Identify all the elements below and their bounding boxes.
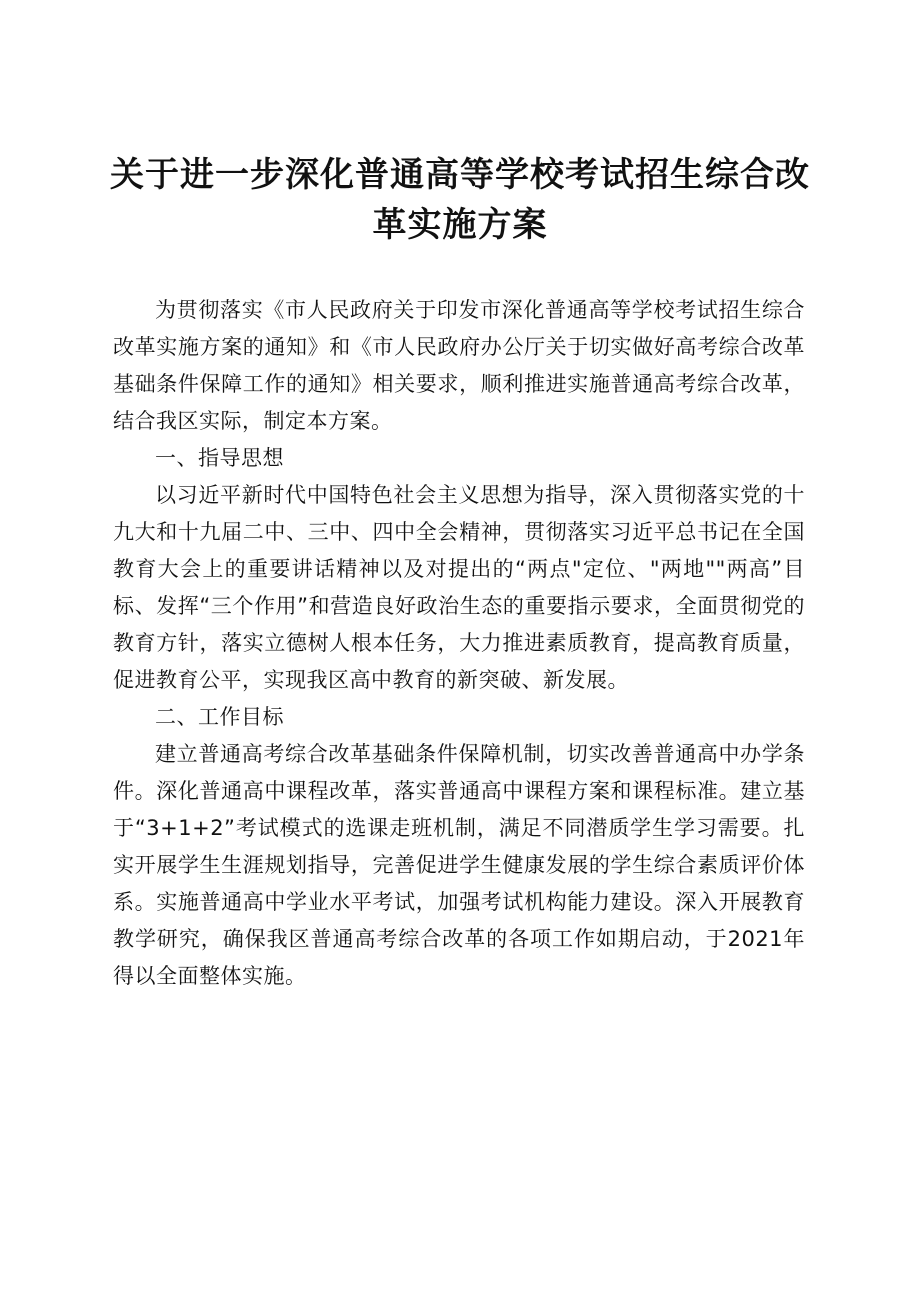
section-paragraph-work-goals: 建立普通高考综合改革基础条件保障机制，切实改善普通高中办学条件。深化普通高中课程改革，落实普通高中课程方案和课程标准。建立基于“3+1+2”考试模式的选课走班机制，满足不同潜质学生学习需要。扎实开展学生生涯规划指导，完善促进学生健康发展的学生综合素质评价体系。实施普通高中学业水平考试，加强考试机构能力建设。深入开展教育教学研究，确保我区普通高考综合改革的各项工作如期启动，于2021年得以全面整体实施。 [113,742,805,988]
document-title [0,150,920,250]
document-body [113,292,805,995]
intro-paragraph: 为贯彻落实《市人民政府关于印发市深化普通高等学校考试招生综合改革实施方案的通知》和《市人民政府办公厅关于切实做好高考综合改革基础条件保障工作的通知》相关要求，顺利推进实施普通高考综合改革，结合我区实际，制定本方案。 [113,298,805,433]
section-paragraph-guiding-ideology: 以习近平新时代中国特色社会主义思想为指导，深入贯彻落实党的十九大和十九届二中、三中、四中全会精神，贯彻落实习近平总书记在全国教育大会上的重要讲话精神以及对提出的“两点"定位、"两地""两高”目标、发挥“三个作用”和营造良好政治生态的重要指示要求，全面贯彻党的教育方针，落实立德树人根本任务，大力推进素质教育，提高教育质量，促进教育公平，实现我区高中教育的新突破、新发展。 [113,483,805,692]
title-line-1: 关于进一步深化普通高等学校考试招生综合改 [110,155,810,195]
section-heading-guiding-ideology: 一、指导思想 [155,446,284,470]
title-line-2: 革实施方案 [372,205,548,245]
section-heading-work-goals: 二、工作目标 [155,705,284,729]
